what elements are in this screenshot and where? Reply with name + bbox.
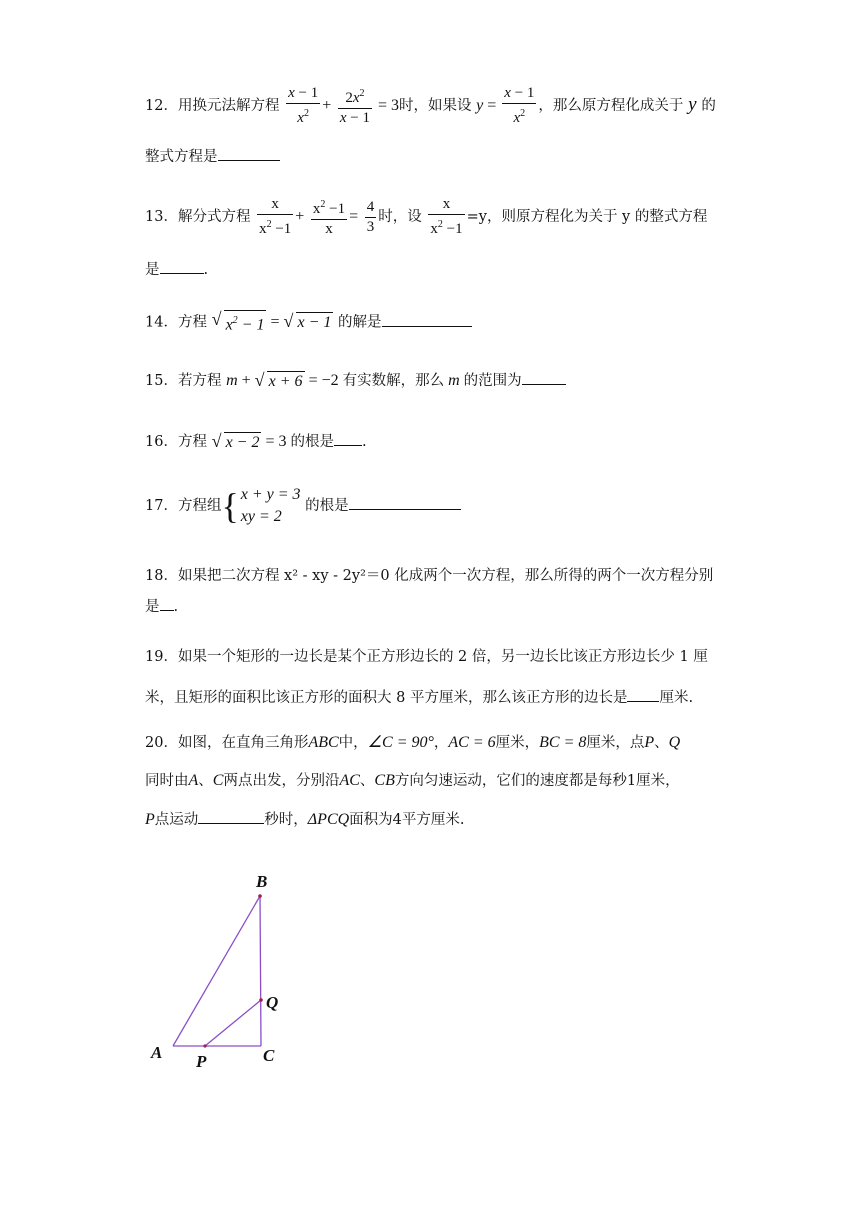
label-c: C [263, 1046, 275, 1065]
sqrt-expression: √ x − 2 [211, 430, 260, 451]
q20-text: 点运动 [154, 812, 199, 828]
answer-blank[interactable] [382, 312, 472, 327]
q17-text: 的根是 [305, 498, 349, 514]
q20-text: 、 [198, 773, 213, 789]
q12-text: 用换元法解方程 [177, 98, 280, 114]
side-bc [260, 896, 261, 1046]
q20-number: 20． [145, 735, 178, 751]
q17-number: 17． [145, 498, 178, 514]
q13-text: 是 [145, 262, 160, 278]
q20-math: ΔPCQ [307, 811, 350, 828]
question-19 [145, 647, 717, 708]
q15-text: 的范围为 [463, 373, 522, 389]
q18-number: 18． [145, 568, 178, 584]
question-20 [145, 733, 717, 830]
question-13-line-1: 13．解分式方程 $\frac{x}{x^2 -1}$ + $\frac{x^2 -1}{x}$ = $\frac{4}{3}$ 时，设 $\frac{x}{x^2 -1}$ =y，则原方程化为关于 y 的整式方程 [145, 196, 708, 237]
q20-math: A [188, 772, 199, 789]
q20-text: 、 [359, 773, 375, 789]
q20-math: ABC [308, 734, 339, 751]
q20-text: 厘米， [495, 735, 540, 751]
q20-text: 面积为4平方厘米. [349, 812, 465, 828]
q20-math: C [212, 772, 224, 789]
q13-text: 解分式方程 [177, 209, 251, 225]
fraction: $\frac{x}{x^2 -1}$ [430, 196, 463, 237]
q16-number: 16． [145, 434, 178, 450]
question-12-line-1: 12．用换元法解方程 $\frac{x - 1}{x^2}$ + $\frac{2x^2}{x - 1}$ = 3时，如果设 y = $\frac{x - 1}{x^2}$ ，那么原方程化成关于 y 的 [145, 85, 716, 126]
q13-text: =y，则原方程化为关于 y 的整式方程 [466, 209, 708, 225]
q16-text: 方程 [177, 434, 207, 450]
q20-text: 两点出发，分别沿 [223, 773, 340, 789]
q20-text: 、 [654, 735, 669, 751]
q15-text: 有实数解，那么 [342, 373, 445, 389]
q20-math: BC = 8 [539, 734, 587, 751]
fraction: $\frac{4}{3}$ [366, 198, 375, 235]
q20-text: 厘米，点 [586, 735, 645, 751]
question-13-line-2 [145, 258, 208, 279]
q18-text: 如果把二次方程 x² - xy - 2y²＝0 化成两个一次方程，那么所得的两个一次方程分别 [177, 568, 714, 584]
point-p-dot [203, 1044, 206, 1047]
question-16: 16．方程 √ x − 2 = 3 的根是 . [145, 430, 367, 451]
fraction: $\frac{2x^2}{x - 1}$ [338, 84, 372, 128]
q16-text: 的根是 [290, 434, 334, 450]
q16-text: . [362, 434, 367, 450]
q20-text: 同时由 [145, 773, 189, 789]
point-q-dot [259, 998, 263, 1002]
q15-number: 15． [145, 373, 178, 389]
fraction: $\frac{x - 1}{x^2}$ [504, 85, 535, 126]
question-12-line-2 [145, 145, 280, 166]
q20-text: 方向匀速运动，它们的速度都是每秒1厘米， [394, 773, 680, 789]
equation-system [241, 484, 301, 528]
equation-2: xy = 2 [240, 508, 282, 525]
question-17 [145, 484, 461, 528]
q14-number: 14． [145, 314, 178, 331]
q12-text: ，那么原方程化成关于 [538, 98, 684, 114]
answer-blank[interactable] [160, 259, 204, 274]
answer-blank[interactable] [334, 431, 362, 446]
label-a: A [151, 1043, 163, 1062]
brace-icon: { [221, 486, 239, 526]
q13-number: 13． [145, 209, 178, 225]
q17-text: 方程组 [177, 498, 222, 514]
q14-text: 的解是 [338, 314, 382, 331]
q18-text: 是 [145, 599, 160, 615]
triangle-figure [140, 860, 300, 1080]
fraction: $\frac{x - 1}{x^2}$ [288, 85, 319, 126]
q20-text: 秒时， [264, 812, 308, 828]
point-b-dot [258, 894, 262, 898]
q14-text: 方程 [177, 314, 207, 331]
fraction: $\frac{x^2 -1}{x}$ [311, 195, 347, 239]
q20-math: Q [668, 734, 681, 751]
sqrt-expression: √ x − 1 [283, 311, 332, 332]
q20-math: ∠C = 90° [367, 734, 434, 751]
q20-math: AC = 6 [448, 734, 496, 751]
q19-text: 如果一个矩形的一边长是某个正方形边长的 2 倍，另一边长比该正方形边长少 1 厘 [177, 649, 708, 665]
q20-math: AC [339, 772, 360, 789]
sqrt-expression: √ $x^2 - 1$ [211, 309, 265, 334]
q20-math: P [644, 734, 655, 751]
q20-text: 如图，在直角三角形 [177, 735, 309, 751]
q20-math: CB [374, 772, 395, 789]
sqrt-expression: √ x + 6 [254, 369, 303, 390]
q18-text: . [173, 599, 179, 615]
q12-text: 的 [701, 98, 716, 114]
answer-blank[interactable] [627, 687, 659, 702]
answer-blank[interactable] [522, 370, 566, 385]
q12-text: 时，如果设 [399, 98, 472, 114]
question-18 [145, 566, 717, 617]
q19-number: 19． [145, 649, 178, 665]
q19-text: 厘米. [659, 690, 694, 706]
q20-math: P [145, 811, 155, 828]
triangle-lines [173, 896, 261, 1046]
answer-blank[interactable] [160, 596, 174, 611]
answer-blank[interactable] [198, 809, 264, 824]
q20-text: ， [433, 735, 449, 751]
label-q: Q [266, 993, 279, 1012]
answer-blank[interactable] [349, 495, 461, 510]
equation-1: x + y = 3 [240, 486, 301, 503]
q13-text: . [203, 262, 209, 278]
q13-text: 时，设 [378, 209, 422, 225]
label-p: P [196, 1052, 207, 1071]
question-14: 14．方程 √ $x^2 - 1$ = √ x − 1 的解是 [145, 310, 472, 335]
q19-text: 米，且矩形的面积比该正方形的面积大 8 平方厘米，那么该正方形的边长是 [145, 690, 628, 706]
side-ab [173, 896, 260, 1046]
answer-blank[interactable] [218, 146, 280, 161]
fraction: $\frac{x}{x^2 -1}$ [259, 196, 292, 237]
label-b: B [256, 872, 268, 891]
q12-number: 12． [145, 98, 178, 114]
q15-text: 若方程 [177, 373, 222, 389]
q12-text: 整式方程是 [145, 149, 218, 165]
q20-text: 中， [338, 735, 368, 751]
question-15: 15．若方程 m + √ x + 6 = −2 有实数解，那么 m 的范围为 [145, 369, 566, 392]
segment-pq [205, 1000, 261, 1046]
